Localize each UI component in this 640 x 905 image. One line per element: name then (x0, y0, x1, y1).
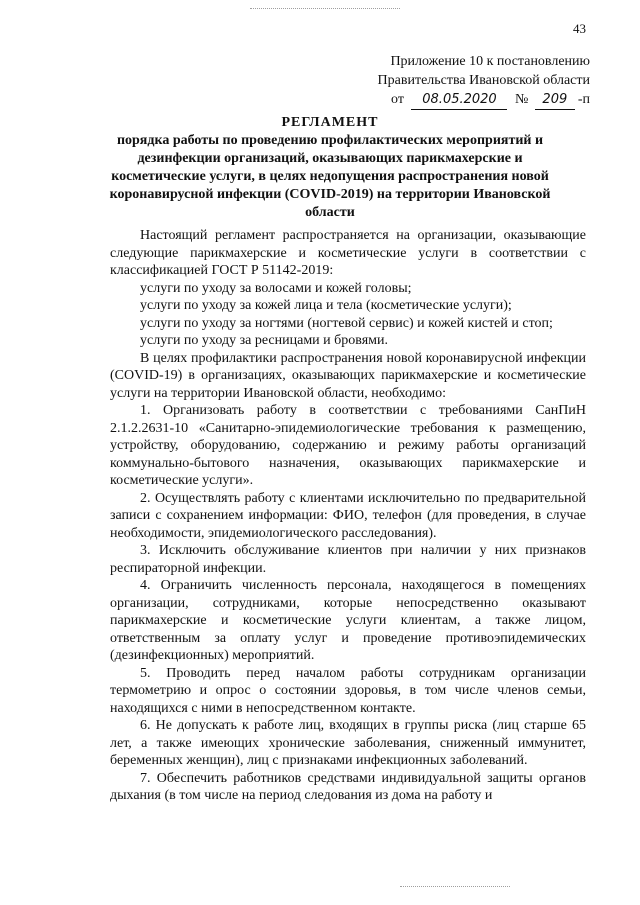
paragraph-intro: Настоящий регламент распространяется на организации, оказывающие следующие парикмахерские и косметические услуги в соответствии с классификацией ГОСТ Р 51142-2019: (110, 228, 586, 278)
appendix-line-2: Правительства Ивановской области (377, 73, 590, 88)
appendix-header (290, 52, 590, 110)
paragraph-item-6: 6. Не допускать к работе лиц, входящих в группы риска (лиц старше 65 лет, а также имеющих хронические заболевания, сниженный иммунитет, беременных женщин), лиц с признаками инфекционных заболеваний. (110, 718, 586, 768)
document-body (110, 227, 586, 805)
paragraph-item-7: 7. Обеспечить работников средствами индивидуальной защиты органов дыхания (в том числе на период следования из дома на работу и (110, 770, 586, 803)
page-number: 43 (573, 21, 586, 36)
scan-artifact-top (250, 8, 400, 12)
number-suffix: -п (577, 92, 590, 107)
paragraph-purpose: В целях профилактики распространения новой коронавирусной инфекции (COVID-19) в организациях, оказывающих парикмахерские и косметические услуги на территории Ивановской области, необходимо: (110, 350, 586, 401)
list-item-nails: услуги по уходу за ногтями (ногтевой сервис) и кожей кистей и стоп; (140, 315, 553, 331)
appendix-from-label: от (391, 92, 404, 107)
list-item-face-body: услуги по уходу за кожей лица и тела (косметические услуги); (140, 298, 512, 313)
appendix-line-3 (290, 90, 590, 110)
number-sign: № (514, 92, 529, 107)
document-subtitle: порядка работы по проведению профилактических мероприятий и дезинфекции организаций, оказывающих парикмахерские и косметические услуги, в целях недопущения распространения новой коронавирусной инфекции (COVID-2019) на территории Ивановской области (109, 133, 551, 220)
paragraph-item-5: 5. Проводить перед началом работы сотрудникам организации термометрию и опрос о состоянии здоровья, в том числе членов семьи, находящихся с ними в непосредственном контакте. (110, 665, 586, 716)
list-item-lashes-brows: услуги по уходу за ресницами и бровями. (140, 333, 389, 348)
paragraph-item-2: 2. Осуществлять работу с клиентами исключительно по предварительной записи с сохранением информации: ФИО, телефон (для проведения, в случае необходимости, эпидемиологического расследования). (110, 490, 586, 541)
resolution-number: 209 (535, 90, 575, 110)
list-item-hair: услуги по уходу за волосами и кожей головы; (140, 280, 412, 296)
document-title: РЕГЛАМЕНТ (281, 115, 379, 130)
appendix-line-1: Приложение 10 к постановлению (390, 54, 590, 69)
paragraph-item-1: 1. Организовать работу в соответствии с требованиями СанПиН 2.1.2.2631-10 «Санитарно-эпидемиологические требования к размещению, устройству, оборудованию, содержанию и режиму работы организаций коммунально-бытового назначения, оказывающих парикмахерские и косметические услуги». (110, 403, 586, 488)
paragraph-item-3: 3. Исключить обслуживание клиентов при наличии у них признаков респираторной инфекции. (110, 543, 586, 576)
paragraph-item-4: 4. Ограничить численность персонала, находящегося в помещениях организации, сотрудниками, которые непосредственно оказывают парикмахерские и косметические услуги клиентам, а также лицом, ответственным за оплату услуг и проведение противоэпидемических (дезинфекционных) мероприятий. (110, 578, 586, 663)
scan-artifact-bottom (400, 886, 510, 890)
resolution-date: 08.05.2020 (411, 90, 507, 110)
